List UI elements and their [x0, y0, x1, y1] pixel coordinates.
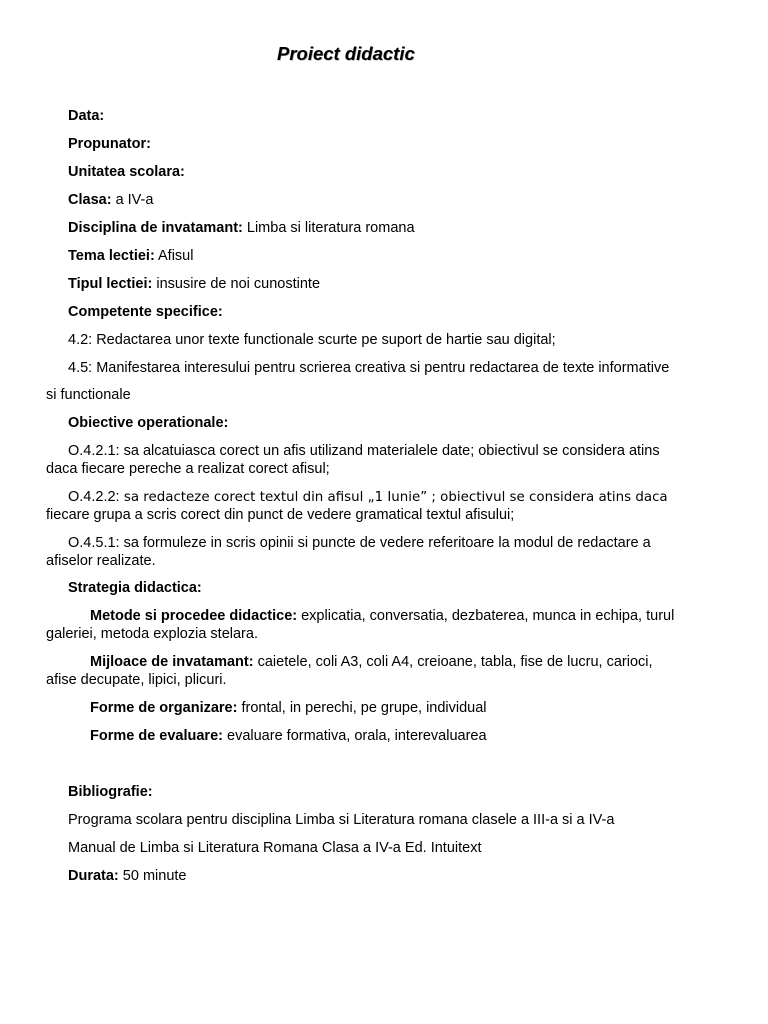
obiectiv-1-line1: O.4.2.1: sa alcatuiasca corect un afis utilizand materialele date; obiectivul se considera atins	[68, 443, 660, 459]
forme-evaluare-value: evaluare formativa, orala, interevaluarea	[222, 728, 487, 744]
obiectiv-2-line2: fiecare grupa a scris corect din punct de vedere gramatical textul afisului;	[46, 507, 515, 523]
forme-organizare-value: frontal, in perechi, pe grupe, individual	[237, 700, 487, 716]
competenta-4-5-line2: si functionale	[46, 387, 131, 403]
metode-label: Metode si procedee didactice:	[90, 608, 298, 624]
tipul-label: Tipul lectiei:	[68, 276, 153, 292]
strategia-heading: Strategia didactica:	[68, 580, 202, 596]
obiectiv-3-line1: O.4.5.1: sa formuleze in scris opinii si puncte de vedere referitoare la modul de redactare a	[68, 535, 651, 551]
obiectiv-2-code: O.4.2.2:	[68, 489, 120, 505]
obiectiv-1-line2: daca fiecare pereche a realizat corect afisul;	[46, 461, 330, 477]
data-label: Data:	[68, 108, 105, 124]
mijloace-line2: afise decupate, lipici, plicuri.	[46, 672, 227, 688]
competente-heading: Competente specifice:	[68, 304, 223, 320]
competenta-4-2: 4.2: Redactarea unor texte functionale scurte pe suport de hartie sau digital;	[68, 332, 556, 348]
disciplina-row	[68, 220, 415, 236]
durata-row	[68, 868, 186, 884]
obiectiv-3-line2: afiselor realizate.	[46, 553, 156, 569]
mijloace-label: Mijloace de invatamant:	[90, 654, 254, 670]
propunator-label: Propunator:	[68, 136, 151, 152]
forme-evaluare-row	[90, 728, 487, 744]
obiectiv-2-line1	[68, 489, 668, 505]
clasa-label: Clasa:	[68, 192, 112, 208]
metode-line1	[90, 608, 674, 624]
forme-organizare-label: Forme de organizare:	[90, 700, 238, 716]
metode-value: explicatia, conversatia, dezbaterea, munca in echipa, turul	[297, 608, 675, 624]
clasa-row	[68, 192, 153, 208]
tema-label: Tema lectiei:	[68, 248, 155, 264]
disciplina-value: Limba si literatura romana	[246, 220, 415, 236]
unitatea-scolara-label: Unitatea scolara:	[68, 164, 185, 180]
clasa-value: a IV-a	[115, 192, 154, 208]
tema-value: Afisul	[158, 248, 194, 264]
bibliografie-item-1: Programa scolara pentru disciplina Limba si Literatura romana clasele a III-a si a IV-a	[68, 812, 615, 828]
disciplina-label: Disciplina de invatamant:	[68, 220, 243, 236]
forme-organizare-row	[90, 700, 487, 716]
tipul-row	[68, 276, 320, 292]
competenta-4-5-line1: 4.5: Manifestarea interesului pentru scrierea creativa si pentru redactarea de texte informative	[68, 360, 670, 376]
tipul-value: insusire de noi cunostinte	[156, 276, 321, 292]
metode-line2: galeriei, metoda explozia stelara.	[46, 626, 258, 642]
durata-label: Durata:	[68, 868, 119, 884]
durata-value: 50 minute	[118, 868, 187, 884]
forme-evaluare-label: Forme de evaluare:	[90, 728, 223, 744]
bibliografie-item-2: Manual de Limba si Literatura Romana Clasa a IV-a Ed. Intuitext	[68, 840, 482, 856]
document-title: Proiect didactic	[277, 43, 415, 64]
tema-row	[68, 248, 193, 264]
obiectiv-2-text: sa redacteze corect textul din afisul „1 Iunie” ; obiectivul se considera atins daca	[119, 490, 668, 505]
bibliografie-heading: Bibliografie:	[68, 784, 153, 800]
mijloace-value: caietele, coli A3, coli A4, creioane, tabla, fise de lucru, carioci,	[253, 654, 653, 670]
obiective-heading: Obiective operationale:	[68, 415, 229, 431]
mijloace-line1	[90, 654, 653, 670]
